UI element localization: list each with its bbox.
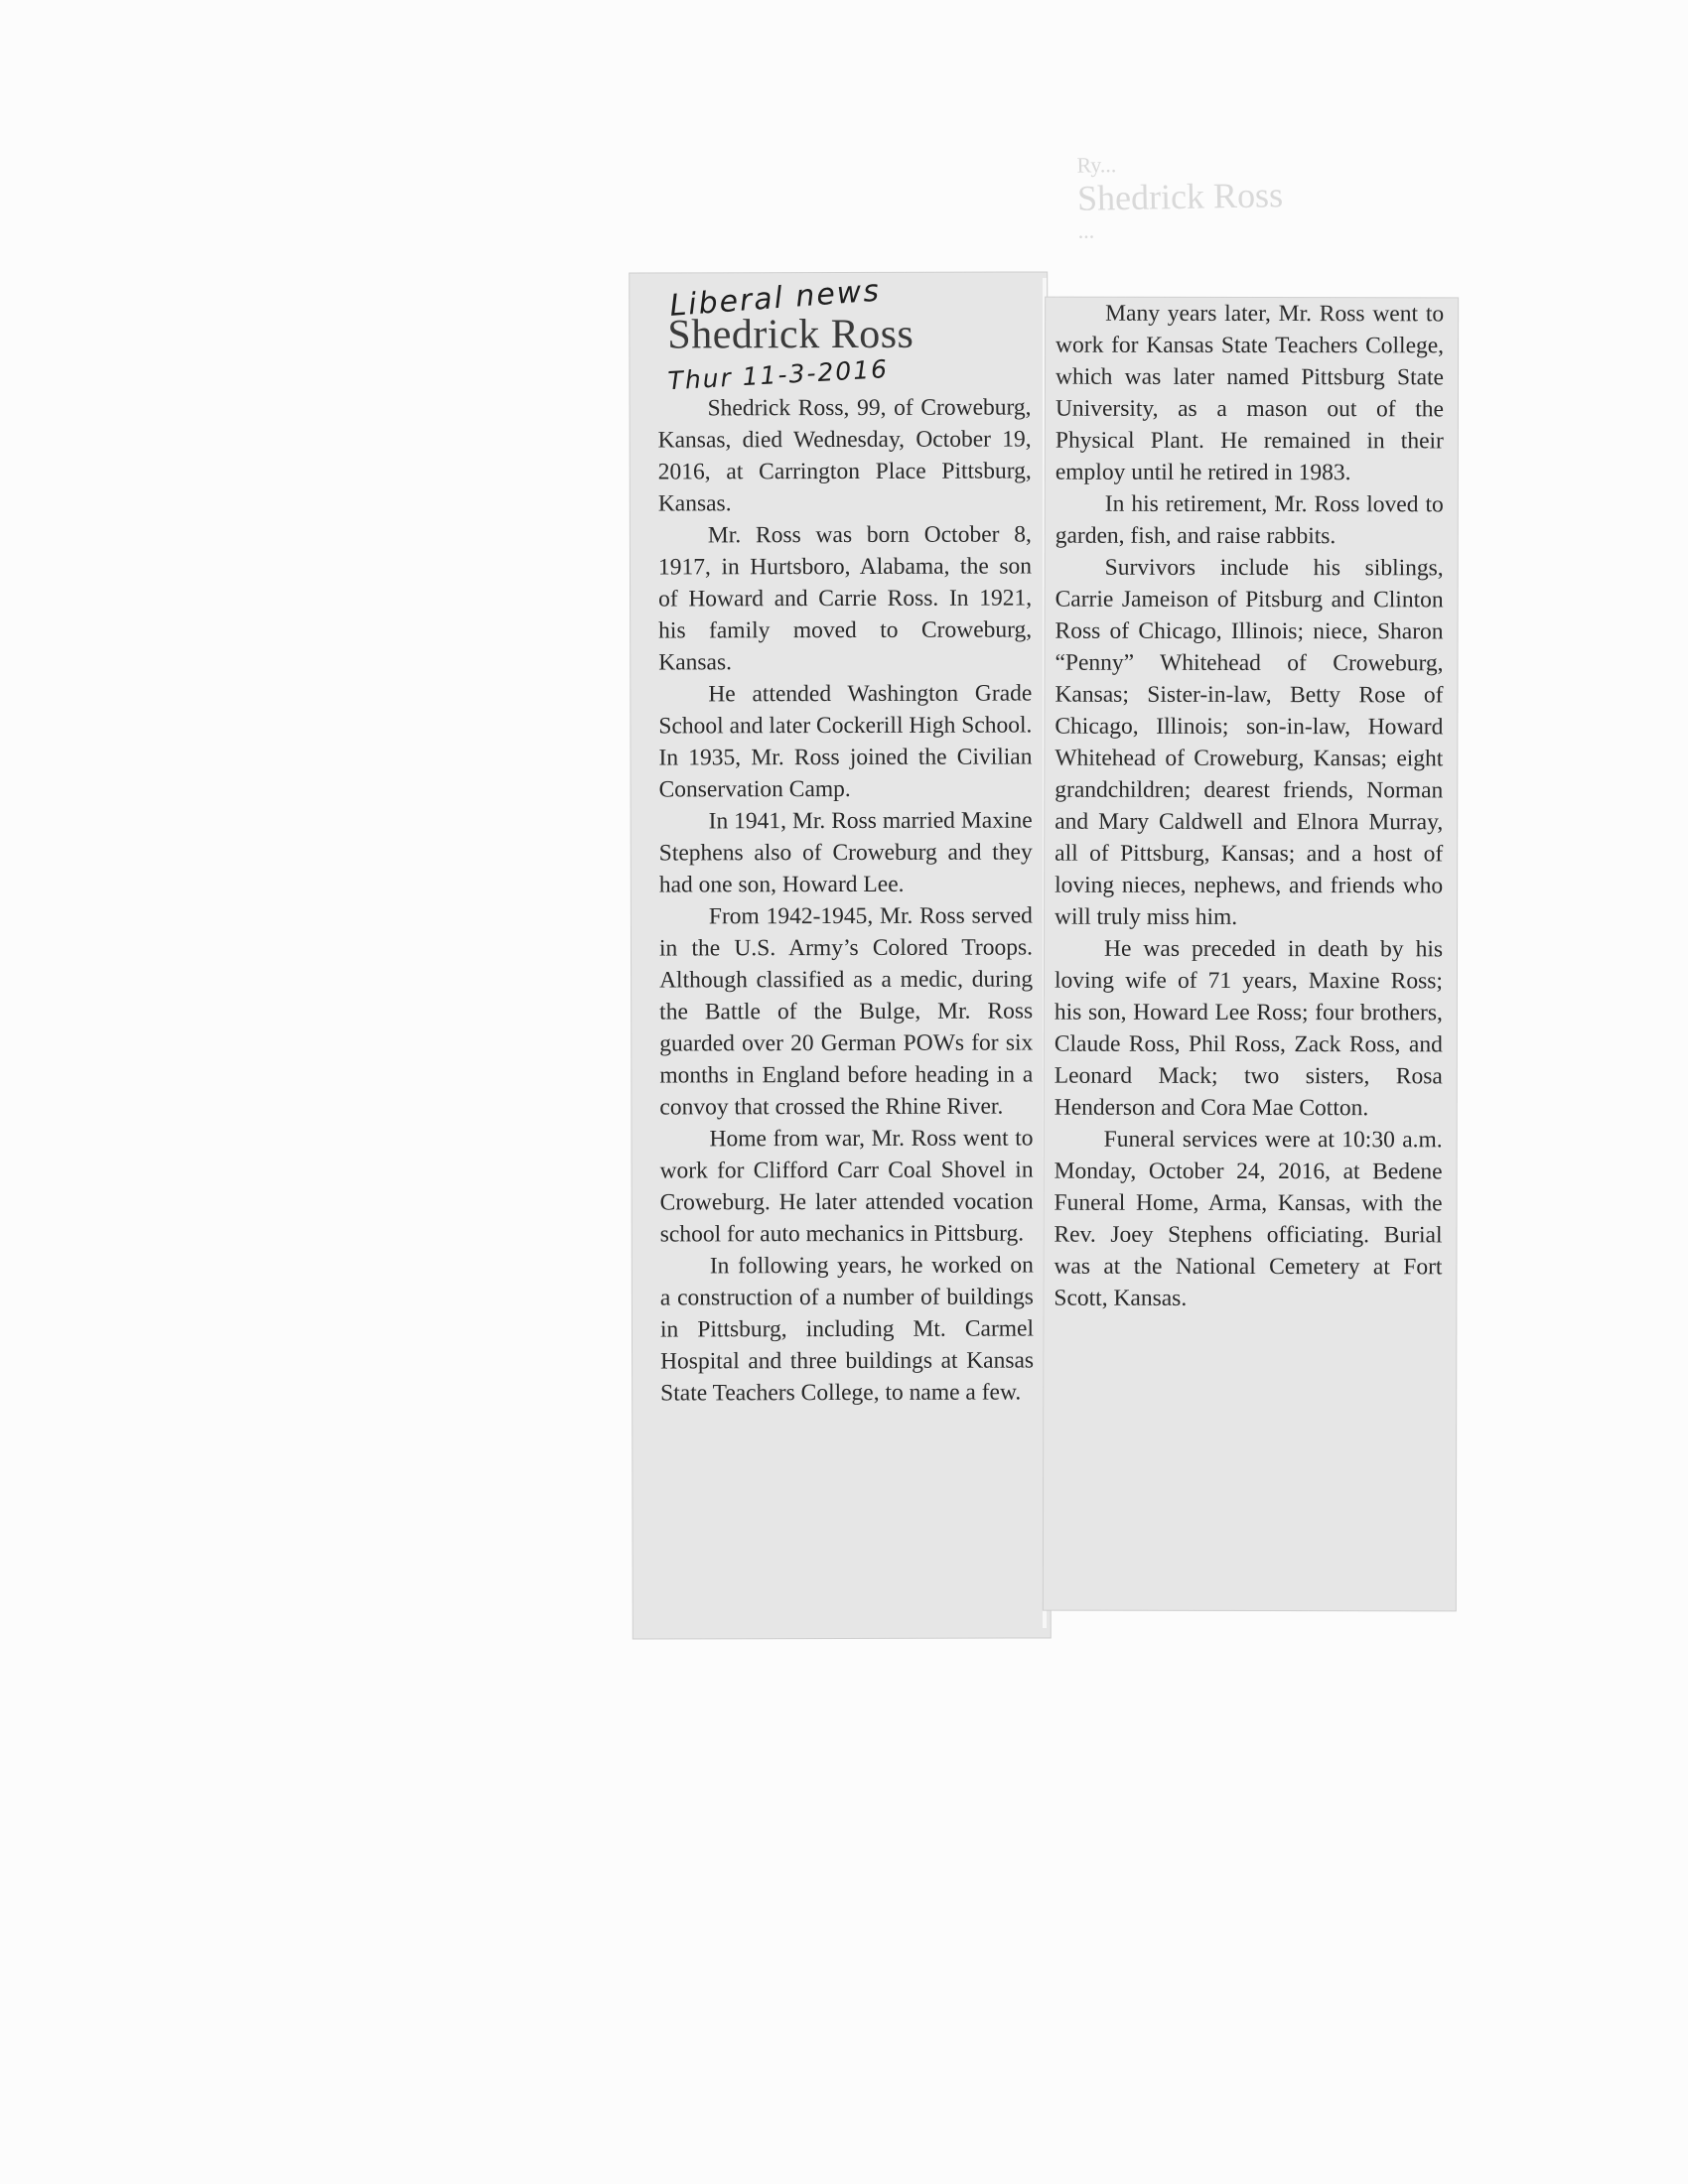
ghost-line-3: ... [1077,217,1095,243]
paragraph-survivors: Survivors include his siblings, Carrie Jameison of Pitsburg and Clinton Ross of Chicago, Illinois; niece, Sharon “Penny” Whitehead of Croweburg, Kansas; Sister-in-law, Betty Rose of Chicago, Illinois; son-in-law, Howard Whitehead of Croweburg, Kansas; eight grandchildren; dearest friends, Norman and Mary Caldwell and Elnora Murray, all of Pittsburg, Kansas; and a host of loving nieces, nephews, and friends who will truly miss him. [1055,554,1444,930]
paragraph-postwar-work: Home from war, Mr. Ross went to work for Clifford Carr Coal Shovel in Croweburg. He later attended vocation school for auto mechanics in Pittsburg. [659,1125,1034,1248]
handwritten-date-note: Thur 11-3-2016 [666,354,890,396]
left-column-body [658,391,1035,1409]
paragraph-education: He attended Washington Grade School and later Cockerill High School. In 1935, Mr. Ross joined the Civilian Conservation Camp. [658,680,1033,803]
clipping-right-column [1044,298,1458,1611]
paragraph-retirement: In his retirement, Mr. Ross loved to garden, fish, and raise rabbits. [1055,490,1444,550]
reverse-side-bleed-through [1076,146,1396,245]
handwritten-source-note: Liberal news [668,273,883,324]
paragraph-marriage: In 1941, Mr. Ross married Maxine Stephens also of Croweburg and they had one son, Howard Lee. [658,807,1033,898]
paragraph-preceded: He was preceded in death by his loving wife of 71 years, Maxine Ross; his son, Howard Lee Ross; four brothers, Claude Ross, Phil Ross, Zack Ross, and Leonard Mack; two sisters, Rosa Henderson and Cora Mae Cotton. [1054,935,1444,1122]
ghost-line-2: Shedrick Ross [1076,175,1284,218]
clipping-left-column [630,272,1051,1638]
paragraph-later-career: Many years later, Mr. Ross went to work for Kansas State Teachers College, which was later named Pittsburg State University, as a mason out of the Physical Plant. He remained in their employ until he retired in 1983. [1055,300,1445,486]
obituary-headline: Shedrick Ross [667,311,914,358]
paragraph-funeral: Funeral services were at 10:30 a.m. Monday, October 24, 2016, at Bedene Funeral Home, Arma, Kansas, with the Rev. Joey Stephens officiating. Burial was at the National Cemetery at Fort Scott, Kansas. [1054,1126,1443,1311]
ghost-line-1: Ry... [1076,152,1117,178]
paragraph-death-notice: Shedrick Ross, 99, of Croweburg, Kansas, died Wednesday, October 19, 2016, at Carrington Place Pittsburg, Kansas. [657,394,1032,517]
paragraph-military: From 1942-1945, Mr. Ross served in the U.S. Army’s Colored Troops. Although classified as a medic, during the Battle of the Bulge, Mr. Ross guarded over 20 German POWs for six months in England before heading in a convoy that crossed the Rhine River. [658,902,1034,1121]
paragraph-birth: Mr. Ross was born October 8, 1917, in Hurtsboro, Alabama, the son of Howard and Carrie Ross. In 1921, his family moved to Croweburg, Kansas. [657,521,1033,676]
paragraph-construction: In following years, he worked on a construction of a number of buildings in Pittsburg, including Mt. Carmel Hospital and three buildings at Kansas State Teachers College, to name a few. [659,1252,1035,1407]
right-column-body [1054,298,1444,1315]
